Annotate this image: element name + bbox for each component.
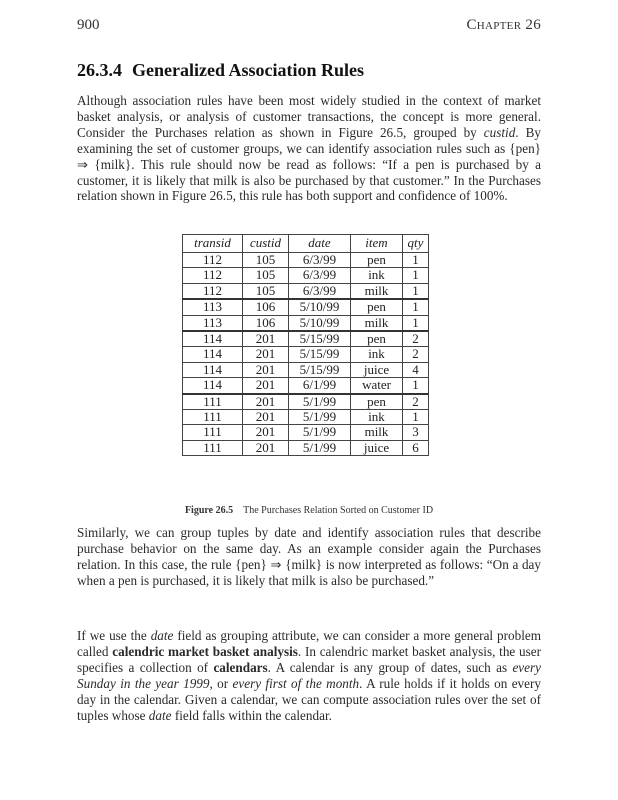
cell-qty: 4 [403, 362, 429, 377]
term-calendars: calendars [213, 659, 268, 675]
cell-date: 6/3/99 [289, 283, 351, 299]
table-row [183, 253, 429, 268]
term-calendric-market-basket-analysis: calendric market basket analysis [112, 643, 298, 659]
cell-date: 5/1/99 [289, 425, 351, 440]
cell-custid: 105 [243, 268, 289, 283]
figure-caption-text: The Purchases Relation Sorted on Customer ID [243, 505, 434, 516]
text-run: If we use the [77, 628, 151, 643]
cell-transid: 114 [183, 378, 243, 394]
text-run: . In calendric market basket analysis, the user specifies a collection of [77, 643, 541, 675]
cell-custid: 201 [243, 394, 289, 410]
cell-custid: 201 [243, 440, 289, 455]
cell-date: 5/1/99 [289, 410, 351, 425]
cell-custid: 201 [243, 410, 289, 425]
table-row [183, 299, 429, 315]
table-row [183, 378, 429, 394]
emphasis-example-sunday: every Sunday in the year 1999 [77, 659, 541, 691]
cell-transid: 111 [183, 440, 243, 455]
cell-item: milk [351, 315, 403, 331]
cell-item: pen [351, 394, 403, 410]
paragraph-calendric [77, 628, 541, 723]
text-run: . By examining the set of customer groups, we can identify association rules such as {pen} ⇒ {milk}. This rule should now be read as follows: “If a pen is purchased by a customer, it is likely that milk is also be purchased by that customer.” In the Purchases relation shown in Figure 26.5, this rule has both support and confidence of 100%. [77, 124, 541, 204]
cell-transid: 114 [183, 331, 243, 347]
cell-transid: 111 [183, 410, 243, 425]
table-header-row [183, 235, 429, 253]
cell-qty: 1 [403, 378, 429, 394]
emphasis-date: date [148, 707, 172, 723]
cell-custid: 105 [243, 283, 289, 299]
cell-qty: 1 [403, 253, 429, 268]
text-run: . A rule holds if it holds on every day in the calendar. Given a calendar, we can compute association rules over the set of tuples whose [77, 675, 541, 723]
cell-qty: 1 [403, 268, 429, 283]
table-row [183, 410, 429, 425]
cell-qty: 1 [403, 283, 429, 299]
cell-custid: 201 [243, 425, 289, 440]
cell-date: 5/10/99 [289, 299, 351, 315]
cell-date: 5/15/99 [289, 362, 351, 377]
emphasis-example-first: every first of the month [232, 675, 360, 691]
cell-qty: 1 [403, 315, 429, 331]
cell-item: ink [351, 268, 403, 283]
cell-qty: 2 [403, 394, 429, 410]
emphasis-custid: custid [483, 124, 516, 140]
chapter-label: Chapter 26 [466, 17, 541, 33]
table-row [183, 331, 429, 347]
cell-transid: 112 [183, 283, 243, 299]
cell-transid: 112 [183, 253, 243, 268]
text-run: Similarly, we can group tuples by date and identify association rules that describe purchase behavior on the same day. As an example consider again the Purchases relation. In this case, the rule {pen} ⇒ {milk} is now interpreted as follows: “On a day when a pen is purchased, it is likely that milk is also be purchased.” [77, 525, 541, 588]
cell-qty: 1 [403, 410, 429, 425]
cell-transid: 114 [183, 362, 243, 377]
column-header-qty: qty [403, 235, 429, 253]
cell-item: juice [351, 362, 403, 377]
cell-date: 6/3/99 [289, 253, 351, 268]
column-header-item: item [351, 235, 403, 253]
table-row [183, 362, 429, 377]
cell-custid: 201 [243, 362, 289, 377]
cell-item: pen [351, 299, 403, 315]
text-run: field falls within the calendar. [171, 707, 332, 723]
column-header-transid: transid [183, 235, 243, 253]
table-row [183, 425, 429, 440]
paragraph-date-grouping [77, 525, 541, 589]
cell-date: 6/3/99 [289, 268, 351, 283]
cell-date: 5/10/99 [289, 315, 351, 331]
running-head [77, 17, 541, 34]
purchases-table [182, 234, 429, 456]
cell-date: 5/15/99 [289, 331, 351, 347]
section-heading [77, 60, 364, 81]
cell-transid: 111 [183, 425, 243, 440]
purchases-table-container [182, 234, 429, 456]
cell-date: 5/1/99 [289, 394, 351, 410]
table-row [183, 394, 429, 410]
table-row [183, 283, 429, 299]
figure-label: Figure 26.5 [184, 505, 234, 516]
paragraph-intro [77, 93, 541, 204]
cell-item: ink [351, 347, 403, 362]
cell-custid: 106 [243, 299, 289, 315]
cell-transid: 113 [183, 299, 243, 315]
cell-item: ink [351, 410, 403, 425]
cell-qty: 2 [403, 347, 429, 362]
cell-transid: 111 [183, 394, 243, 410]
cell-custid: 106 [243, 315, 289, 331]
figure-caption [0, 505, 618, 516]
cell-custid: 201 [243, 378, 289, 394]
table-row [183, 440, 429, 455]
cell-date: 5/15/99 [289, 347, 351, 362]
column-header-custid: custid [243, 235, 289, 253]
cell-item: milk [351, 283, 403, 299]
table-row [183, 268, 429, 283]
cell-date: 6/1/99 [289, 378, 351, 394]
cell-qty: 6 [403, 440, 429, 455]
column-header-date: date [289, 235, 351, 253]
text-run: , or [209, 675, 233, 691]
cell-item: pen [351, 253, 403, 268]
cell-item: milk [351, 425, 403, 440]
text-run: Although association rules have been most widely studied in the context of market basket analysis, or analysis of customer transactions, the concept is more general. Consider the Purchases relation as shown in Figure 26.5, grouped by [77, 93, 541, 140]
cell-qty: 1 [403, 299, 429, 315]
cell-transid: 114 [183, 347, 243, 362]
cell-custid: 201 [243, 347, 289, 362]
cell-transid: 112 [183, 268, 243, 283]
section-number: 26.3.4 [77, 60, 122, 80]
page-number: 900 [77, 17, 100, 33]
text-run: field as grouping attribute, we can consider a more general problem called [77, 628, 541, 659]
cell-qty: 3 [403, 425, 429, 440]
cell-custid: 105 [243, 253, 289, 268]
cell-custid: 201 [243, 331, 289, 347]
cell-transid: 113 [183, 315, 243, 331]
text-run: . A calendar is any group of dates, such as [267, 659, 513, 675]
cell-item: pen [351, 331, 403, 347]
cell-item: juice [351, 440, 403, 455]
cell-date: 5/1/99 [289, 440, 351, 455]
table-row [183, 347, 429, 362]
table-row [183, 315, 429, 331]
emphasis-date: date [150, 628, 174, 643]
cell-item: water [351, 378, 403, 394]
section-title: Generalized Association Rules [132, 60, 364, 80]
cell-qty: 2 [403, 331, 429, 347]
